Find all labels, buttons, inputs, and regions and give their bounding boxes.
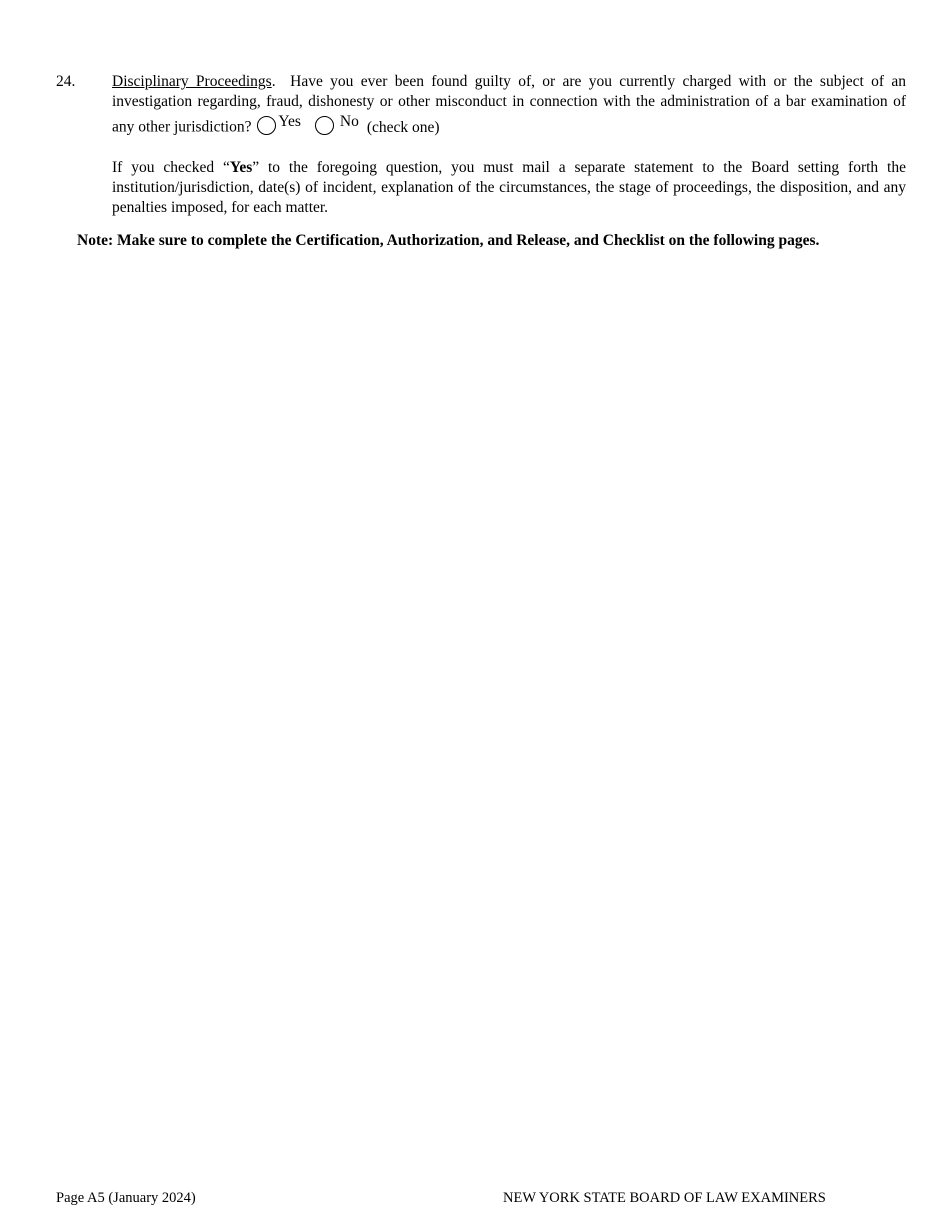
yes-radio-option[interactable] [257, 112, 301, 132]
no-radio-option[interactable] [315, 112, 359, 132]
note-text: Note: Make sure to complete the Certification, Authorization, and Release, and Checklist on the following pages. [77, 232, 820, 249]
yes-radio-button[interactable] [257, 116, 276, 135]
footer-organization: NEW YORK STATE BOARD OF LAW EXAMINERS [503, 1190, 826, 1206]
check-one-instruction: (check one) [366, 118, 440, 136]
followup-paragraph [112, 158, 906, 218]
no-radio-button[interactable] [315, 116, 334, 135]
question-24 [56, 72, 906, 218]
question-prompt: Have you ever been found guilty of, or are you currently charged with or the subject of an investigation regarding, fraud, dishonesty or other misconduct in connection with the administration of a bar examination of any other jurisdiction? [112, 73, 906, 136]
answer-radio-group [255, 113, 440, 136]
followup-emphasis: Yes [229, 158, 253, 176]
question-title-suffix: . [271, 73, 276, 90]
yes-radio-label: Yes [278, 113, 301, 130]
question-body [112, 72, 906, 218]
question-text [112, 72, 906, 138]
question-title: Disciplinary Proceedings [112, 73, 272, 90]
no-radio-label: No [339, 113, 359, 130]
footer-page-label: Page A5 (January 2024) [56, 1190, 196, 1206]
followup-suffix: ” to the foregoing question, you must mail a separate statement to the Board setting forth the institution/jurisdiction, date(s) of incident, explanation of the circumstances, the stage of proceedings, the disposition, and any penalties imposed, for each matter. [112, 158, 906, 216]
followup-prefix: If you checked “ [112, 158, 230, 176]
question-number: 24. [56, 73, 76, 90]
